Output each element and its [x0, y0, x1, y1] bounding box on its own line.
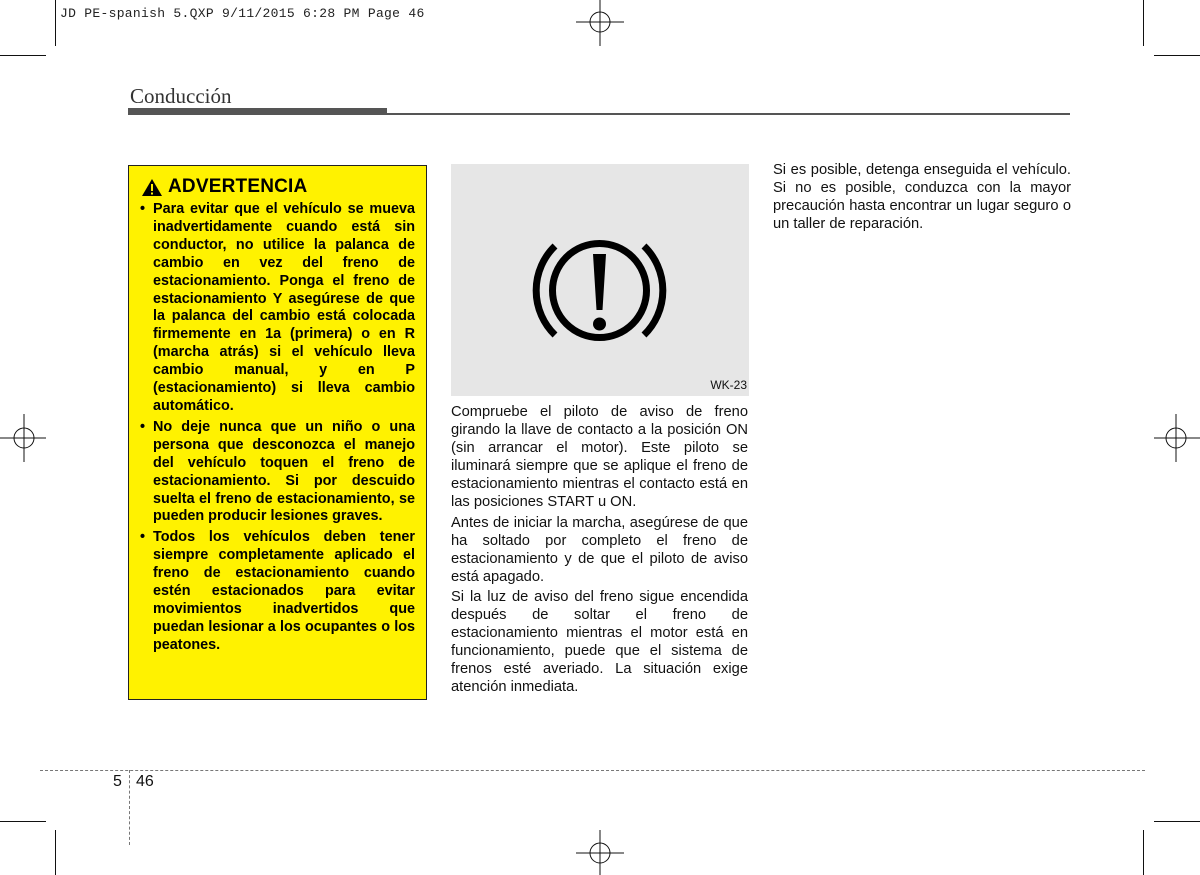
warning-triangle-icon — [141, 178, 163, 197]
warning-box — [128, 165, 427, 700]
body-paragraph: Antes de iniciar la marcha, asegúrese de que ha soltado por completo el freno de estacionamiento y de que el piloto de aviso está apagado. — [451, 514, 748, 585]
warning-item: • No deje nunca que un niño o una persona que desconozca el manejo del vehículo toquen el freno de estacionamiento. Si por descuido suelta el freno de estacionamiento, se pueden producir lesiones graves. — [139, 419, 415, 526]
warning-list — [139, 201, 415, 655]
footer-dashed-divider — [129, 770, 130, 845]
brake-warning-figure — [451, 164, 749, 396]
warning-item: • Para evitar que el vehículo se mueva inadvertidamente cuando está sin conductor, no utilice la palanca de cambio en vez del freno de estacionamiento. Ponga el freno de estacionamiento Y asegúrese de que la palanca del cambio está colocada firmemente en 1a (primera) o en R (marcha atrás) si el vehículo lleva cambio manual, y en P (estacionamiento) si lleva cambio automático. — [139, 201, 415, 416]
registration-mark-top-icon — [572, 0, 628, 48]
header-rule-thick — [128, 108, 387, 115]
footer-dashed-line — [40, 770, 1145, 771]
print-slug: JD PE-spanish 5.QXP 9/11/2015 6:28 PM Page 46 — [60, 6, 425, 21]
registration-mark-right-icon — [1154, 410, 1200, 466]
right-column-text — [773, 161, 1071, 233]
section-number: 5 — [113, 773, 122, 790]
body-paragraph: Compruebe el piloto de aviso de freno girando la llave de contacto a la posición ON (sin arrancar el motor). Este piloto se iluminará siempre que se aplique el freno de estacionamiento mientras el contacto está en las posiciones START u ON. — [451, 404, 748, 511]
warning-title: ADVERTENCIA — [168, 176, 308, 197]
body-paragraph: Si la luz de aviso del freno sigue encendida después de soltar el freno de estacionamiento mientras el motor está en funcionamiento, puede que el sistema de frenos esté averiado. La situación exige atención inmediata. — [451, 588, 748, 696]
warning-header — [141, 176, 415, 198]
page-number: 46 — [136, 773, 154, 790]
body-text — [451, 403, 748, 699]
body-paragraph: Si es posible, detenga enseguida el vehículo. Si no es posible, conduzca con la mayor precaución hasta encontrar un lugar seguro o un taller de reparación. — [773, 162, 1071, 233]
warning-item: • Todos los vehículos deben tener siempre completamente aplicado el freno de estacionamiento cuando estén estacionados para evitar movimientos inadvertidos que puedan lesionar a los ocupantes o los peatones. — [139, 529, 415, 654]
brake-warning-icon — [527, 228, 672, 353]
registration-mark-left-icon — [0, 410, 46, 466]
registration-mark-bottom-icon — [572, 830, 628, 875]
figure-label: WK-23 — [710, 378, 747, 392]
header-rule-thin — [387, 113, 1070, 115]
section-title: Conducción — [130, 84, 232, 108]
